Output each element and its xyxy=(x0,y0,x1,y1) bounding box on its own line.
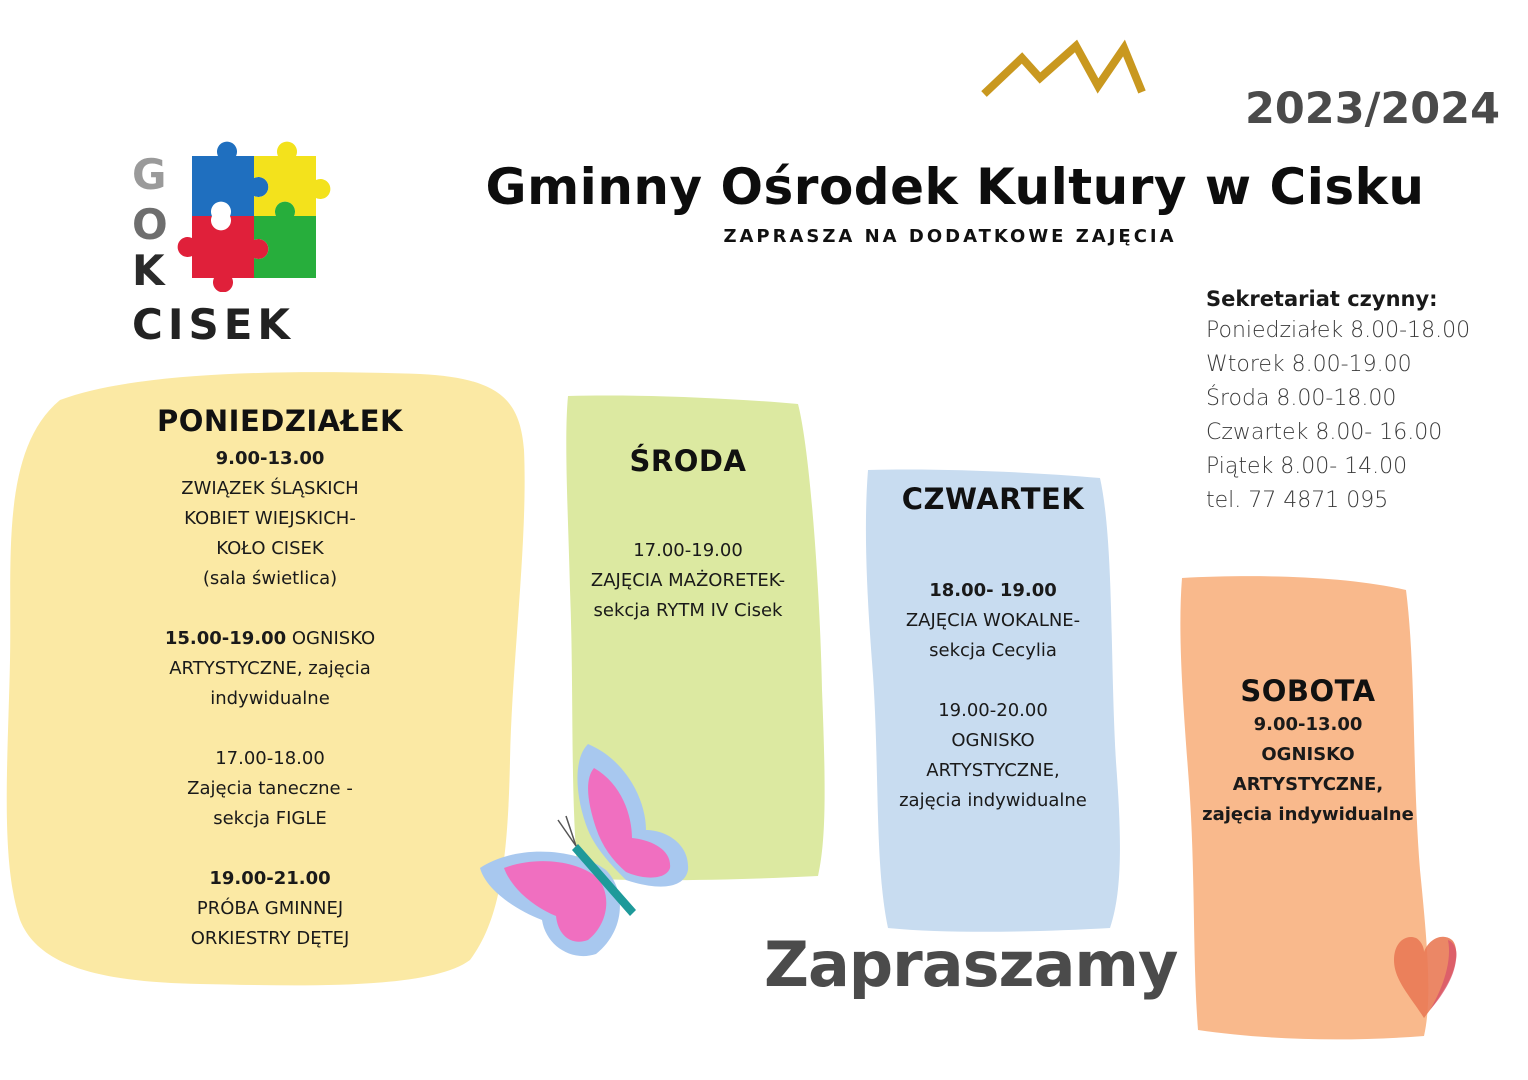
day-heading: PONIEDZIAŁEK xyxy=(156,404,403,438)
office-hours xyxy=(1206,284,1506,518)
logo-letter-g: G xyxy=(132,150,167,199)
office-hours-line: Wtorek 8.00-19.00 xyxy=(1206,352,1412,377)
logo-letter-k: K xyxy=(132,246,165,295)
event-time: 19.00-20.00 xyxy=(938,700,1048,721)
zigzag-decoration xyxy=(978,36,1148,100)
monday-schedule xyxy=(100,404,440,954)
event-line: ARTYSTYCZNE, xyxy=(1232,774,1384,795)
event-line: OGNISKO xyxy=(286,628,376,649)
event-line: ZAJĘCIA MAŻORETEK- xyxy=(590,570,786,591)
event-line: ZWIĄZEK ŚLĄSKICH xyxy=(181,478,359,499)
office-hours-line: Piątek 8.00- 14.00 xyxy=(1206,454,1408,479)
office-hours-title: Sekretariat czynny: xyxy=(1206,287,1438,311)
event-line: KOŁO CISEK xyxy=(216,538,324,559)
event-line xyxy=(100,624,440,654)
heart-icon xyxy=(1390,930,1460,1020)
thursday-schedule xyxy=(878,482,1108,816)
event-time: 19.00-21.00 xyxy=(209,868,331,889)
event-line: ORKIESTRY DĘTEJ xyxy=(190,928,350,949)
event-line: sekcja RYTM IV Cisek xyxy=(593,600,783,621)
event-line: (sala świetlica) xyxy=(202,568,338,589)
event-time: 18.00- 19.00 xyxy=(929,580,1057,601)
event-line: sekcja FIGLE xyxy=(213,808,327,829)
day-heading: CZWARTEK xyxy=(901,482,1085,516)
gok-cisek-logo xyxy=(128,132,348,352)
event-time: 17.00-18.00 xyxy=(215,748,325,769)
event-line: PRÓBA GMINNEJ xyxy=(196,898,344,919)
event-line: OGNISKO xyxy=(1261,744,1355,765)
school-year: 2023/2024 xyxy=(1244,84,1500,134)
puzzle-icon xyxy=(172,132,342,292)
butterfly-icon xyxy=(476,740,696,960)
saturday-schedule xyxy=(1186,674,1430,830)
wednesday-schedule xyxy=(568,444,808,626)
event-line: OGNISKO xyxy=(951,730,1035,751)
office-hours-line: Środa 8.00-18.00 xyxy=(1206,386,1397,411)
event-line: sekcja Cecylia xyxy=(929,640,1057,661)
event-line: zajęcia indywidualne xyxy=(1202,804,1414,825)
office-phone: tel. 77 4871 095 xyxy=(1206,488,1389,513)
event-time: 9.00-13.00 xyxy=(1253,714,1363,735)
logo-name: CISEK xyxy=(132,300,295,349)
day-heading: SOBOTA xyxy=(1240,674,1376,708)
event-line: zajęcia indywidualne xyxy=(899,790,1087,811)
office-hours-line: Poniedziałek 8.00-18.00 xyxy=(1206,318,1471,343)
event-line: Zajęcia taneczne - xyxy=(187,778,353,799)
page-title: Gminny Ośrodek Kultury w Cisku xyxy=(485,158,1425,216)
page-subtitle: ZAPRASZA NA DODATKOWE ZAJĘCIA xyxy=(723,226,1177,247)
event-line: ZAJĘCIA WOKALNE- xyxy=(905,610,1081,631)
event-line: KOBIET WIEJSKICH- xyxy=(184,508,356,529)
logo-letter-o: O xyxy=(132,200,168,249)
event-line: ARTYSTYCZNE, zajęcia xyxy=(169,658,371,679)
event-line: ARTYSTYCZNE, xyxy=(926,760,1060,781)
event-time: 15.00-19.00 xyxy=(164,628,287,649)
invitation-text: Zapraszamy xyxy=(764,928,1178,1001)
event-time: 17.00-19.00 xyxy=(633,540,743,561)
office-hours-line: Czwartek 8.00- 16.00 xyxy=(1206,420,1443,445)
event-time: 9.00-13.00 xyxy=(215,448,325,469)
event-line: indywidualne xyxy=(210,688,330,709)
day-heading: ŚRODA xyxy=(629,444,747,478)
